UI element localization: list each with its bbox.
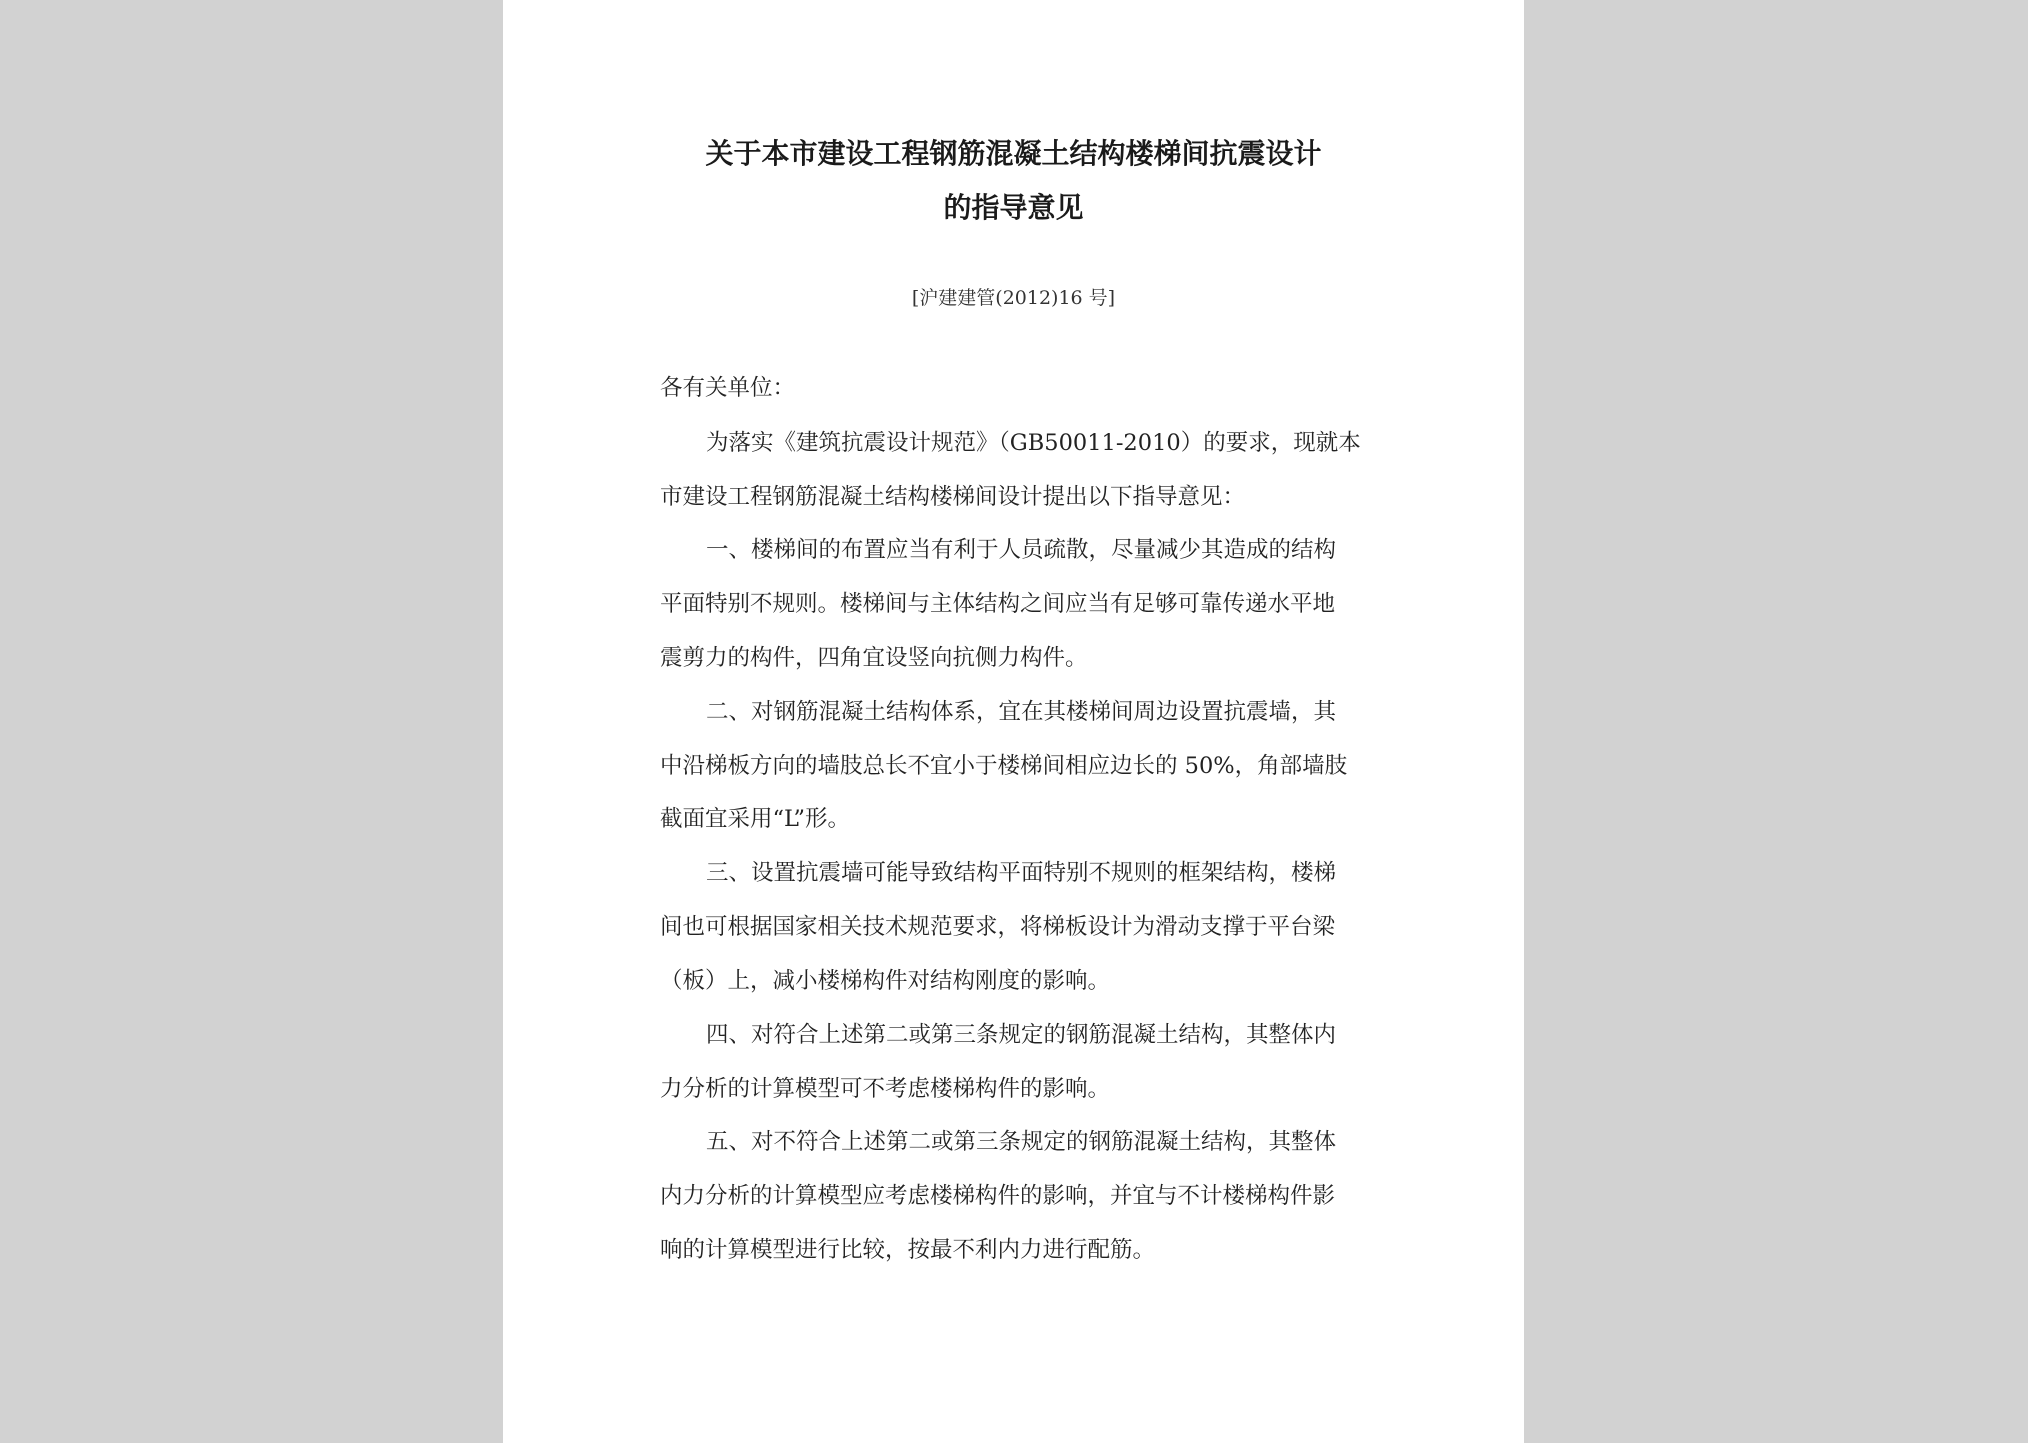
paragraph-line: 中沿梯板方向的墙肢总长不宜小于楼梯间相应边长的 50%，角部墙肢 [660,753,1348,779]
paragraph-line: 一、楼梯间的布置应当有利于人员疏散，尽量减少其造成的结构 [706,537,1337,563]
paragraph-line: 四、对符合上述第二或第三条规定的钢筋混凝土结构，其整体内 [706,1022,1337,1048]
document-title-line-1: 关于本市建设工程钢筋混凝土结构楼梯间抗震设计 [705,137,1322,170]
paragraph-line: 为落实《建筑抗震设计规范》（GB50011-2010）的要求，现就本 [706,430,1361,456]
paragraph-line: 截面宜采用“L”形。 [660,806,851,832]
paragraph-line: 市建设工程钢筋混凝土结构楼梯间设计提出以下指导意见： [660,484,1246,510]
document-title-line-2: 的指导意见 [943,191,1084,224]
paragraph-line: 内力分析的计算模型应考虑楼梯构件的影响，并宜与不计楼梯构件影 [660,1183,1336,1209]
paragraph-line: 二、对钢筋混凝土结构体系，宜在其楼梯间周边设置抗震墙，其 [706,699,1337,725]
paragraph-line: 平面特别不规则。楼梯间与主体结构之间应当有足够可靠传递水平地 [660,591,1336,617]
paragraph-line: 五、对不符合上述第二或第三条规定的钢筋混凝土结构，其整体 [706,1129,1337,1155]
paragraph-line: （板）上，减小楼梯构件对结构刚度的影响。 [660,968,1111,994]
document-number: [沪建建管(2012)16 号] [911,287,1116,309]
paragraph-line: 力分析的计算模型可不考虑楼梯构件的影响。 [660,1076,1111,1102]
salutation: 各有关单位： [660,375,796,401]
paragraph-line: 震剪力的构件，四角宜设竖向抗侧力构件。 [660,645,1088,671]
paragraph-line: 间也可根据国家相关技术规范要求，将梯板设计为滑动支撑于平台梁 [660,914,1336,940]
paragraph-line: 响的计算模型进行比较，按最不利内力进行配筋。 [660,1237,1156,1263]
document-page [503,0,1524,1443]
paragraph-line: 三、设置抗震墙可能导致结构平面特别不规则的框架结构，楼梯 [706,860,1337,886]
